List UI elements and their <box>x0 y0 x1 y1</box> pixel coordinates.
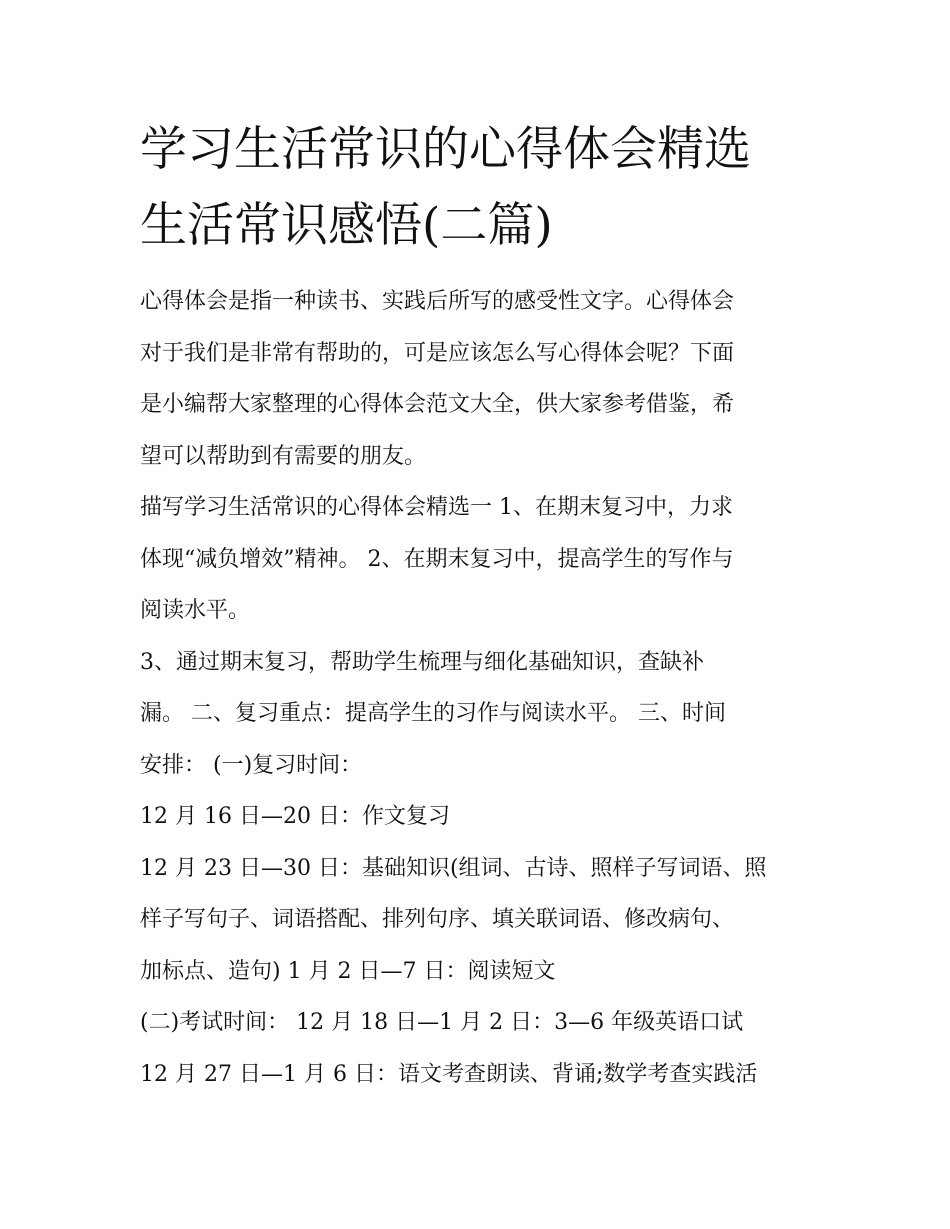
text-line: 对于我们是非常有帮助的，可是应该怎么写心得体会呢？下面 <box>140 340 735 366</box>
text-line: 12 月 27 日—1 月 6 日：语文考查朗读、背诵;数学考查实践活 <box>140 1061 758 1087</box>
title-line-1: 学习生活常识的心得体会精选 <box>140 122 751 177</box>
text-line: 描写学习生活常识的心得体会精选一 1、在期末复习中，力求 <box>140 495 733 520</box>
text-line: 体现“减负增效”精神。 2、在期末复习中，提高学生的写作与 <box>140 546 734 572</box>
text-line: 12 月 23 日—30 日：基础知识(组词、古诗、照样子写词语、照 <box>140 855 767 881</box>
text-line: 望可以帮助到有需要的朋友。 <box>140 443 427 469</box>
paragraph-intro <box>140 276 820 482</box>
title-line-2: 生活常识感悟(二篇) <box>140 198 553 253</box>
text-line: 心得体会是指一种读书、实践后所写的感受性文字。心得体会 <box>140 289 735 314</box>
paragraph-goals <box>140 482 820 637</box>
text-line: 12 月 16 日—20 日：作文复习 <box>140 804 450 829</box>
paragraph-schedule-1 <box>140 791 820 843</box>
document-page <box>140 112 820 1100</box>
text-line: 阅读水平。 <box>140 598 251 623</box>
paragraph-schedule-2 <box>140 843 820 998</box>
text-line: 是小编帮大家整理的心得体会范文大全，供大家参考借鉴，希 <box>140 392 735 417</box>
paragraph-exam-time-2 <box>140 1049 820 1101</box>
text-line: (二)考试时间： 12 月 18 日—1 月 2 日：3—6 年级英语口试 <box>140 1010 744 1035</box>
text-line: 漏。 二、复习重点：提高学生的习作与阅读水平。 三、时间 <box>140 701 726 726</box>
document-title <box>140 112 820 264</box>
paragraph-review-focus <box>140 637 820 792</box>
text-line: 3、通过期末复习，帮助学生梳理与细化基础知识，查缺补 <box>140 649 704 675</box>
text-line: 安排： (一)复习时间： <box>140 752 363 778</box>
paragraph-exam-time <box>140 997 820 1049</box>
text-line: 样子写句子、词语搭配、排列句序、填关联词语、修改病句、 <box>140 907 735 932</box>
text-line: 加标点、造句) 1 月 2 日—7 日：阅读短文 <box>140 958 556 984</box>
